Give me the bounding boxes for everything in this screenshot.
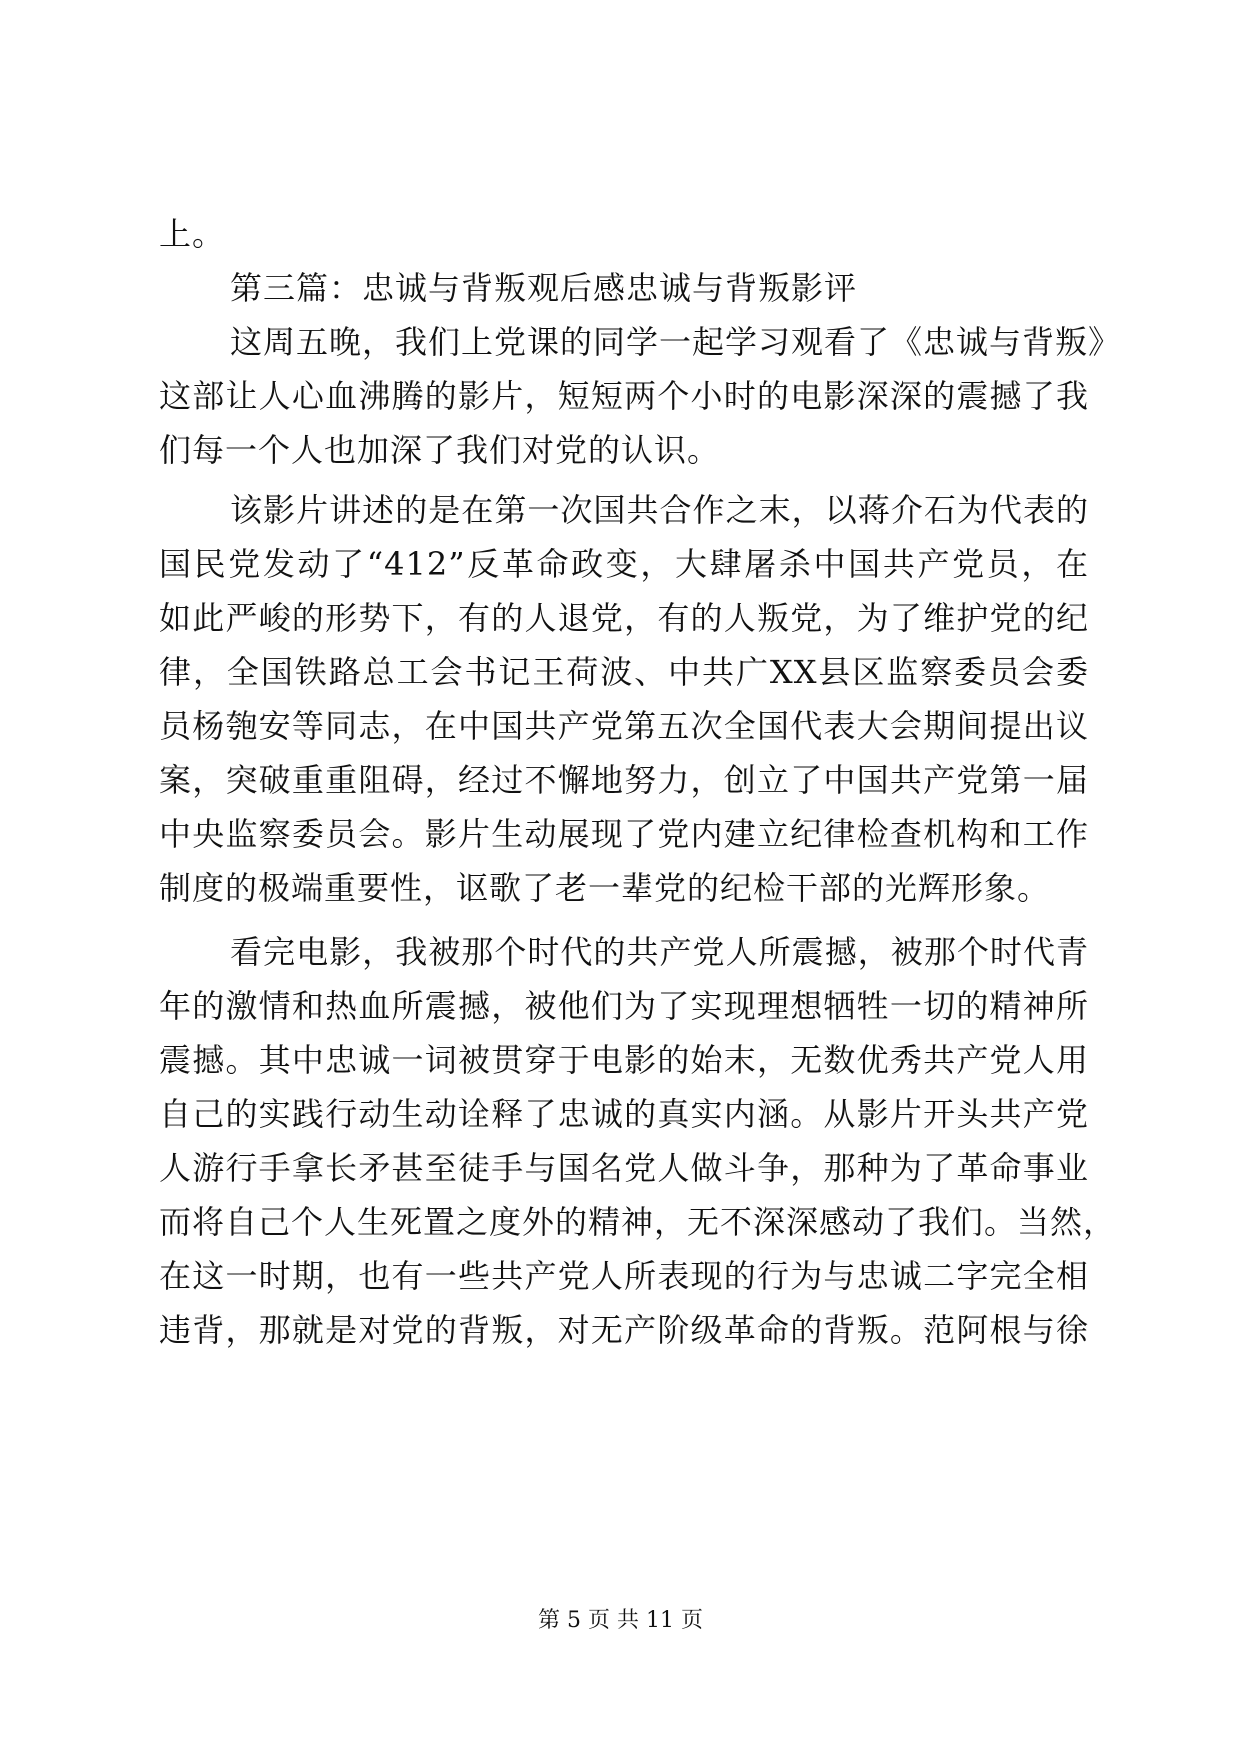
text-line-1: 上。	[159, 215, 226, 253]
text-line-19: 而将自己个人生死置之度外的精神，无不深深感动了我们。当然，	[159, 1203, 1117, 1241]
text-line-20: 在这一时期，也有一些共产党人所表现的行为与忠诚二字完全相	[159, 1257, 1089, 1295]
text-line-12: 中央监察委员会。影片生动展现了党内建立纪律检查机构和工作	[159, 815, 1089, 853]
text-line-15: 年的激情和热血所震撼，被他们为了实现理想牺牲一切的精神所	[159, 987, 1089, 1025]
text-line-13: 制度的极端重要性，讴歌了老一辈党的纪检干部的光辉形象。	[159, 869, 1051, 907]
text-line-17: 自己的实践行动生动诠释了忠诚的真实内涵。从影片开头共产党	[159, 1095, 1089, 1133]
text-line-4: 这部让人心血沸腾的影片，短短两个小时的电影深深的震撼了我	[159, 377, 1089, 415]
text-line-5: 们每一个人也加深了我们对党的认识。	[159, 431, 721, 469]
text-line-6: 该影片讲述的是在第一次国共合作之末，以蒋介石为代表的	[230, 491, 1089, 529]
page-footer: 第 5 页 共 11 页	[538, 1608, 703, 1633]
text-line-16: 震撼。其中忠诚一词被贯穿于电影的始末，无数优秀共产党人用	[159, 1041, 1089, 1079]
text-line-3: 这周五晚，我们上党课的同学一起学习观看了《忠诚与背叛》	[230, 323, 1122, 361]
text-line-11: 案，突破重重阻碍，经过不懈地努力，创立了中国共产党第一届	[159, 761, 1089, 799]
text-line-8: 如此严峻的形势下，有的人退党，有的人叛党，为了维护党的纪	[159, 599, 1089, 637]
section-heading: 第三篇：忠诚与背叛观后感忠诚与背叛影评	[230, 269, 858, 307]
text-line-18: 人游行手拿长矛甚至徒手与国名党人做斗争，那种为了革命事业	[159, 1149, 1089, 1187]
text-line-7: 国民党发动了“412”反革命政变，大肆屠杀中国共产党员，在	[159, 545, 1089, 583]
text-line-9: 律，全国铁路总工会书记王荷波、中共广XX县区监察委员会委	[159, 653, 1089, 691]
text-line-10: 员杨匏安等同志，在中国共产党第五次全国代表大会期间提出议	[159, 707, 1089, 745]
text-line-14: 看完电影，我被那个时代的共产党人所震撼，被那个时代青	[230, 933, 1089, 971]
text-line-21: 违背，那就是对党的背叛，对无产阶级革命的背叛。范阿根与徐	[159, 1311, 1089, 1349]
